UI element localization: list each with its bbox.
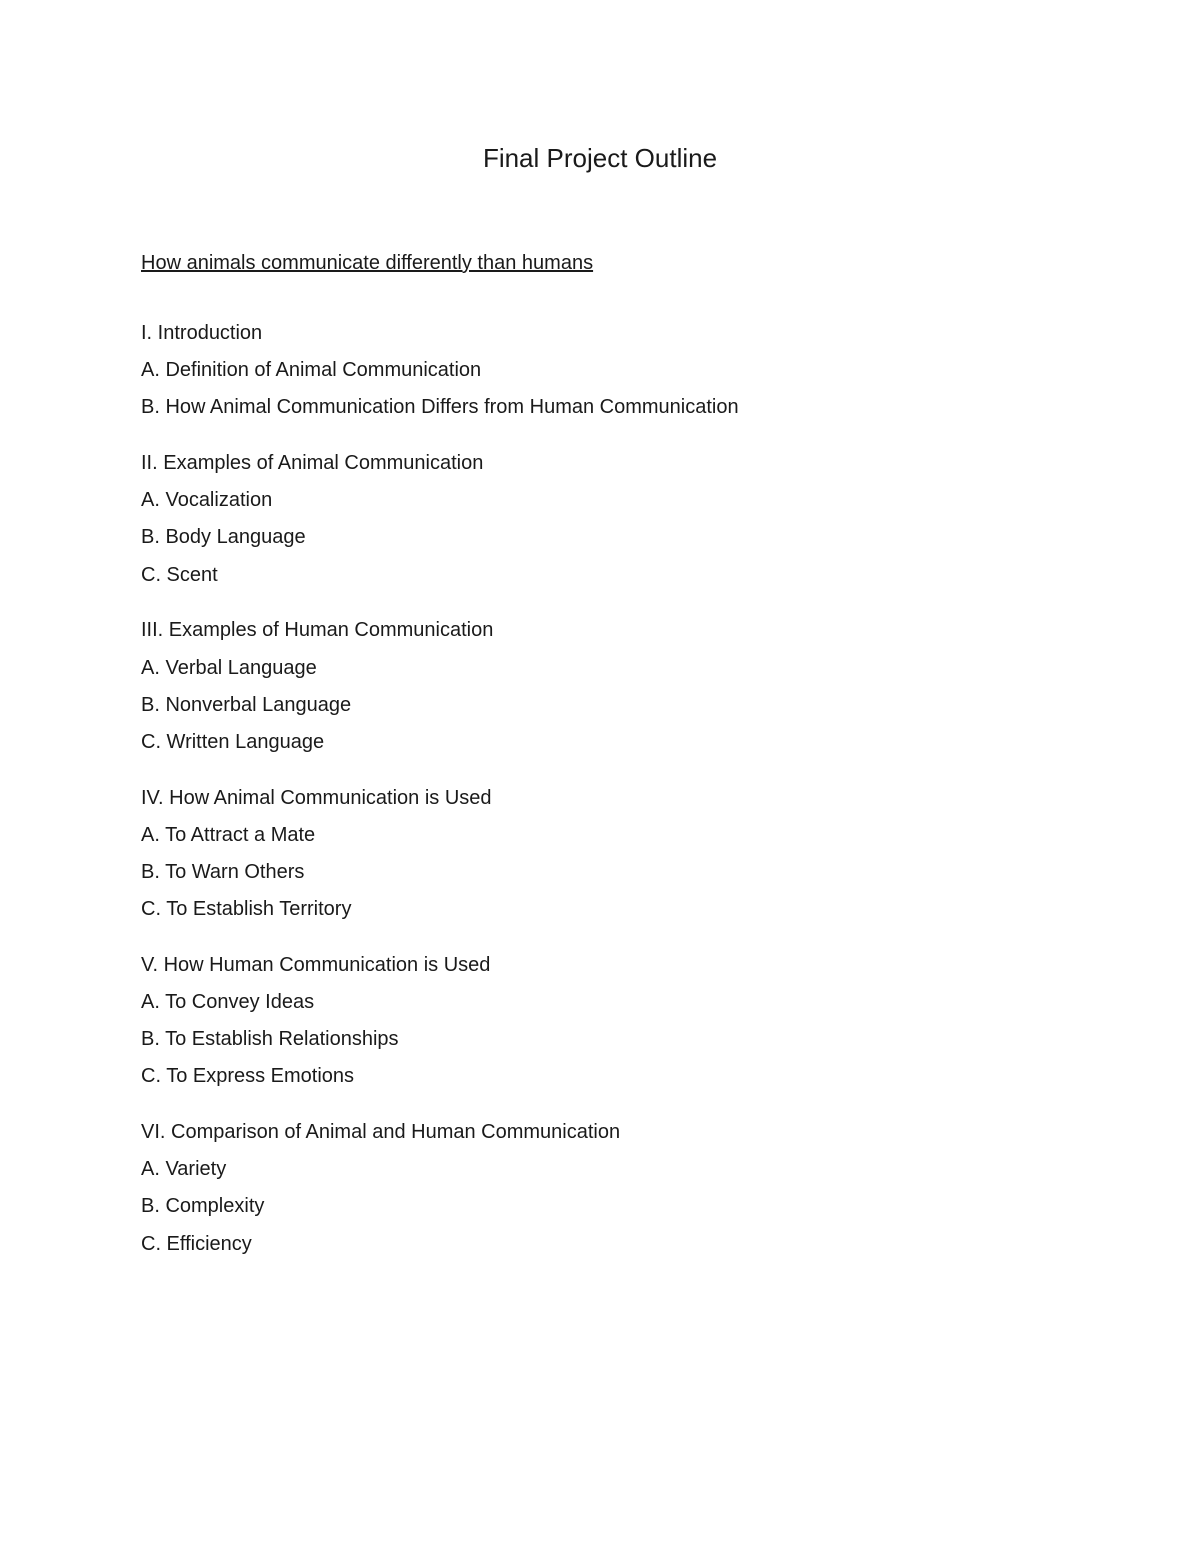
outline-item: B. To Establish Relationships: [141, 1028, 399, 1051]
outline-item: A. Variety: [141, 1158, 227, 1181]
outline-item: C. Scent: [141, 563, 218, 586]
section-heading: VI. Comparison of Animal and Human Communication: [141, 1121, 621, 1144]
outline-item: A. Verbal Language: [141, 656, 317, 679]
document-subtitle: How animals communicate differently than humans: [141, 252, 594, 274]
outline-item: B. Nonverbal Language: [141, 693, 352, 716]
outline-item: A. Vocalization: [141, 489, 273, 512]
outline-item: A. To Convey Ideas: [141, 991, 315, 1013]
section-heading: II. Examples of Animal Communication: [141, 452, 484, 475]
section-heading: III. Examples of Human Communication: [141, 619, 494, 642]
outline-item: C. To Establish Territory: [141, 898, 352, 921]
outline-section-3: [141, 612, 1101, 761]
outline-item: A. To Attract a Mate: [141, 823, 316, 846]
outline-item: B. How Animal Communication Differs from Human Communication: [141, 396, 739, 419]
outline-item: C. Written Language: [141, 730, 325, 753]
outline-item: B. Body Language: [141, 526, 306, 549]
outline-item: C. To Express Emotions: [141, 1065, 355, 1088]
outline-section-5: [141, 947, 1101, 1096]
page-title: Final Project Outline: [482, 143, 718, 173]
outline: [141, 315, 1101, 1281]
outline-section-6: [141, 1114, 1101, 1263]
outline-section-2: [141, 445, 1101, 594]
section-heading: V. How Human Communication is Used: [141, 953, 491, 976]
section-heading: IV. How Animal Communication is Used: [141, 786, 492, 809]
section-heading: I. Introduction: [141, 322, 263, 344]
outline-item: A. Definition of Animal Communication: [141, 359, 482, 382]
outline-item: B. To Warn Others: [141, 860, 305, 883]
outline-section-1: [141, 315, 1101, 427]
outline-item: B. Complexity: [141, 1195, 265, 1218]
outline-item: C. Efficiency: [141, 1232, 252, 1255]
outline-section-4: [141, 780, 1101, 929]
